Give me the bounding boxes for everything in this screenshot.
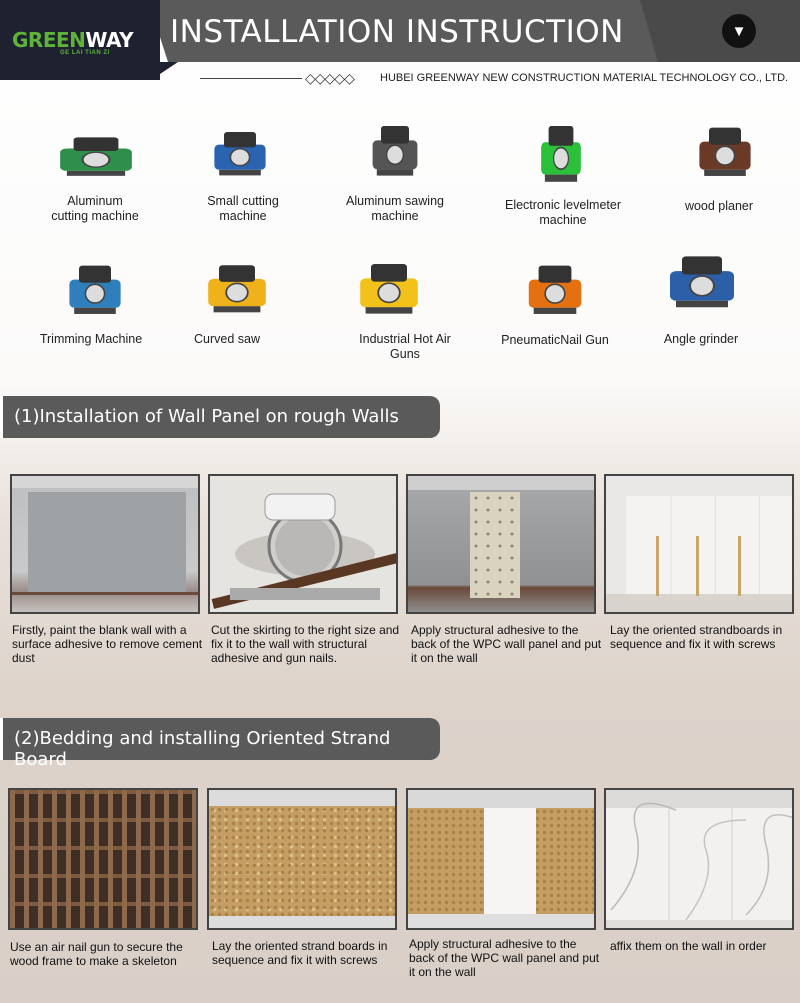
- step-6-photo-osb: [207, 788, 397, 930]
- step-2-caption: Cut the skirting to the right size and fix it to the wall with structural adhesive and gun nails.: [211, 623, 400, 665]
- company-name: HUBEI GREENWAY NEW CONSTRUCTION MATERIAL TECHNOLOGY CO., LTD.: [380, 72, 789, 84]
- nail-gun-icon: [514, 250, 596, 328]
- step-7-caption: Apply structural adhesive to the back of the WPC wall panel and put it on the wall: [409, 937, 600, 979]
- marble-texture-icon: [606, 790, 794, 930]
- step-1-caption: Firstly, paint the blank wall with a surface adhesive to remove cement dust: [12, 623, 203, 665]
- brand-logo: [12, 28, 133, 52]
- section-2-header: (2)Bedding and installing Oriented Strand Board: [0, 718, 440, 760]
- step-1-photo-blank-wall: [10, 474, 200, 614]
- step-8-photo-marble-panels: [604, 788, 794, 930]
- title-band-accent: [640, 0, 800, 62]
- tool-label: Electronic levelmeter machine: [504, 198, 621, 227]
- table-saw-icon: [40, 125, 152, 187]
- jigsaw-icon: [192, 250, 282, 326]
- laser-level-icon: [530, 108, 592, 198]
- tool-label: Trimming Machine: [39, 332, 143, 346]
- miter-saw-icon: [360, 110, 430, 190]
- tool-label: Industrial Hot Air Guns: [359, 332, 451, 361]
- logo-part-green: GREEN: [12, 28, 86, 52]
- step-2-photo-miter-saw: [208, 474, 398, 614]
- step-4-caption: Lay the oriented strandboards in sequence and fix it with screws: [610, 623, 783, 651]
- tool-label: PneumaticNail Gun: [501, 333, 609, 347]
- miter-saw-photo-icon: [210, 476, 398, 614]
- tool-label: wood planer: [684, 199, 754, 213]
- step-5-photo-wood-frame: [8, 788, 198, 930]
- logo-subtitle: GE LAI TIAN ZI: [60, 50, 110, 56]
- scroll-down-button[interactable]: [722, 14, 756, 48]
- tool-label: Curved saw: [194, 332, 260, 346]
- chevron-down-icon: ▼: [731, 22, 747, 40]
- page-header: [0, 0, 800, 80]
- tool-label: Small cutting machine: [207, 194, 279, 223]
- step-8-caption: affix them on the wall in order: [610, 939, 767, 953]
- heat-gun-icon: [344, 248, 434, 328]
- step-3-caption: Apply structural adhesive to the back of the WPC wall panel and put it on the wall: [411, 623, 602, 665]
- step-4-photo-strandboards: [604, 474, 794, 614]
- tool-label: Angle grinder: [663, 332, 739, 346]
- section-1-header: (1)Installation of Wall Panel on rough Walls: [0, 396, 440, 438]
- angle-grinder-icon: [652, 240, 752, 322]
- tool-label: Aluminum cutting machine: [51, 194, 139, 223]
- circular-saw-icon: [200, 118, 280, 188]
- step-7-photo-panel-on-osb: [406, 788, 596, 930]
- hand-plane-icon: [685, 112, 765, 190]
- router-icon: [55, 250, 135, 328]
- step-6-caption: Lay the oriented strand boards in sequence and fix it with screws: [212, 939, 388, 967]
- step-5-caption: Use an air nail gun to secure the wood frame to make a skeleton: [10, 940, 183, 968]
- step-3-photo-adhesive-panel: [406, 474, 596, 614]
- page-title: INSTALLATION INSTRUCTION: [170, 14, 624, 50]
- tool-label: Aluminum sawing machine: [346, 194, 444, 223]
- divider-line: [200, 78, 302, 79]
- logo-part-white: WAY: [85, 28, 134, 52]
- diamond-ornament-icon: ◇◇◇◇◇: [305, 70, 354, 86]
